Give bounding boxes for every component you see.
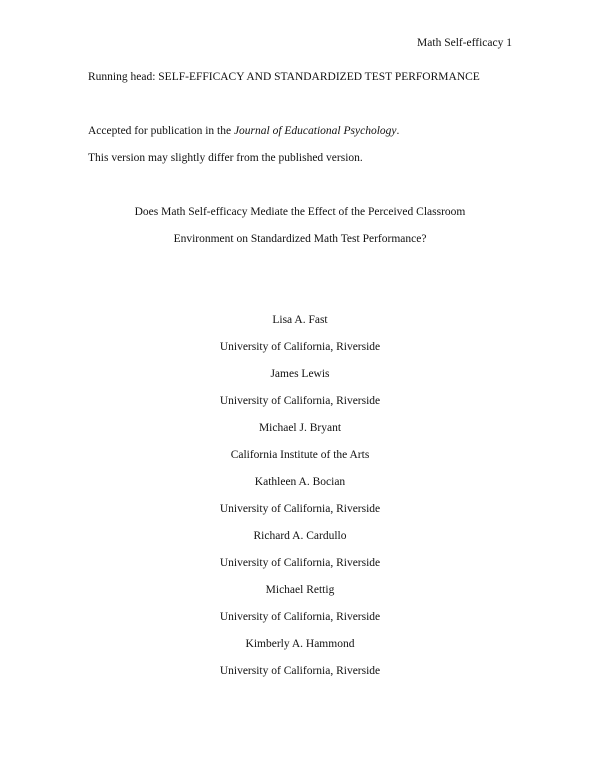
author-name: Lisa A. Fast — [272, 314, 328, 326]
page-header: Math Self-efficacy 1 — [417, 37, 512, 49]
author-name: Michael J. Bryant — [258, 422, 342, 434]
author-name: Kathleen A. Bocian — [254, 476, 346, 488]
author-name: Michael Rettig — [265, 584, 335, 596]
author-affiliation: University of California, Riverside — [219, 557, 381, 569]
paper-title-line-1: Does Math Self-efficacy Mediate the Effect of the Perceived Classroom — [134, 206, 466, 218]
running-head: Running head: SELF-EFFICACY AND STANDARDIZED TEST PERFORMANCE — [88, 71, 480, 83]
author-affiliation: University of California, Riverside — [219, 503, 381, 515]
author-name: Richard A. Cardullo — [253, 530, 347, 542]
version-notice: This version may slightly differ from the published version. — [88, 152, 363, 164]
author-affiliation: University of California, Riverside — [219, 611, 381, 623]
author-affiliation: University of California, Riverside — [219, 665, 381, 677]
author-affiliation: University of California, Riverside — [219, 341, 381, 353]
author-name: Kimberly A. Hammond — [245, 638, 355, 650]
journal-name: Journal of Educational Psychology — [233, 125, 397, 137]
notice-suffix: . — [396, 125, 400, 137]
publication-notice — [88, 126, 399, 138]
author-affiliation: California Institute of the Arts — [230, 449, 370, 461]
author-affiliation: University of California, Riverside — [219, 395, 381, 407]
author-list — [0, 315, 600, 693]
author-name: James Lewis — [270, 368, 330, 380]
paper-title-line-2: Environment on Standardized Math Test Performance? — [173, 233, 427, 245]
notice-prefix: Accepted for publication in the — [88, 125, 234, 137]
